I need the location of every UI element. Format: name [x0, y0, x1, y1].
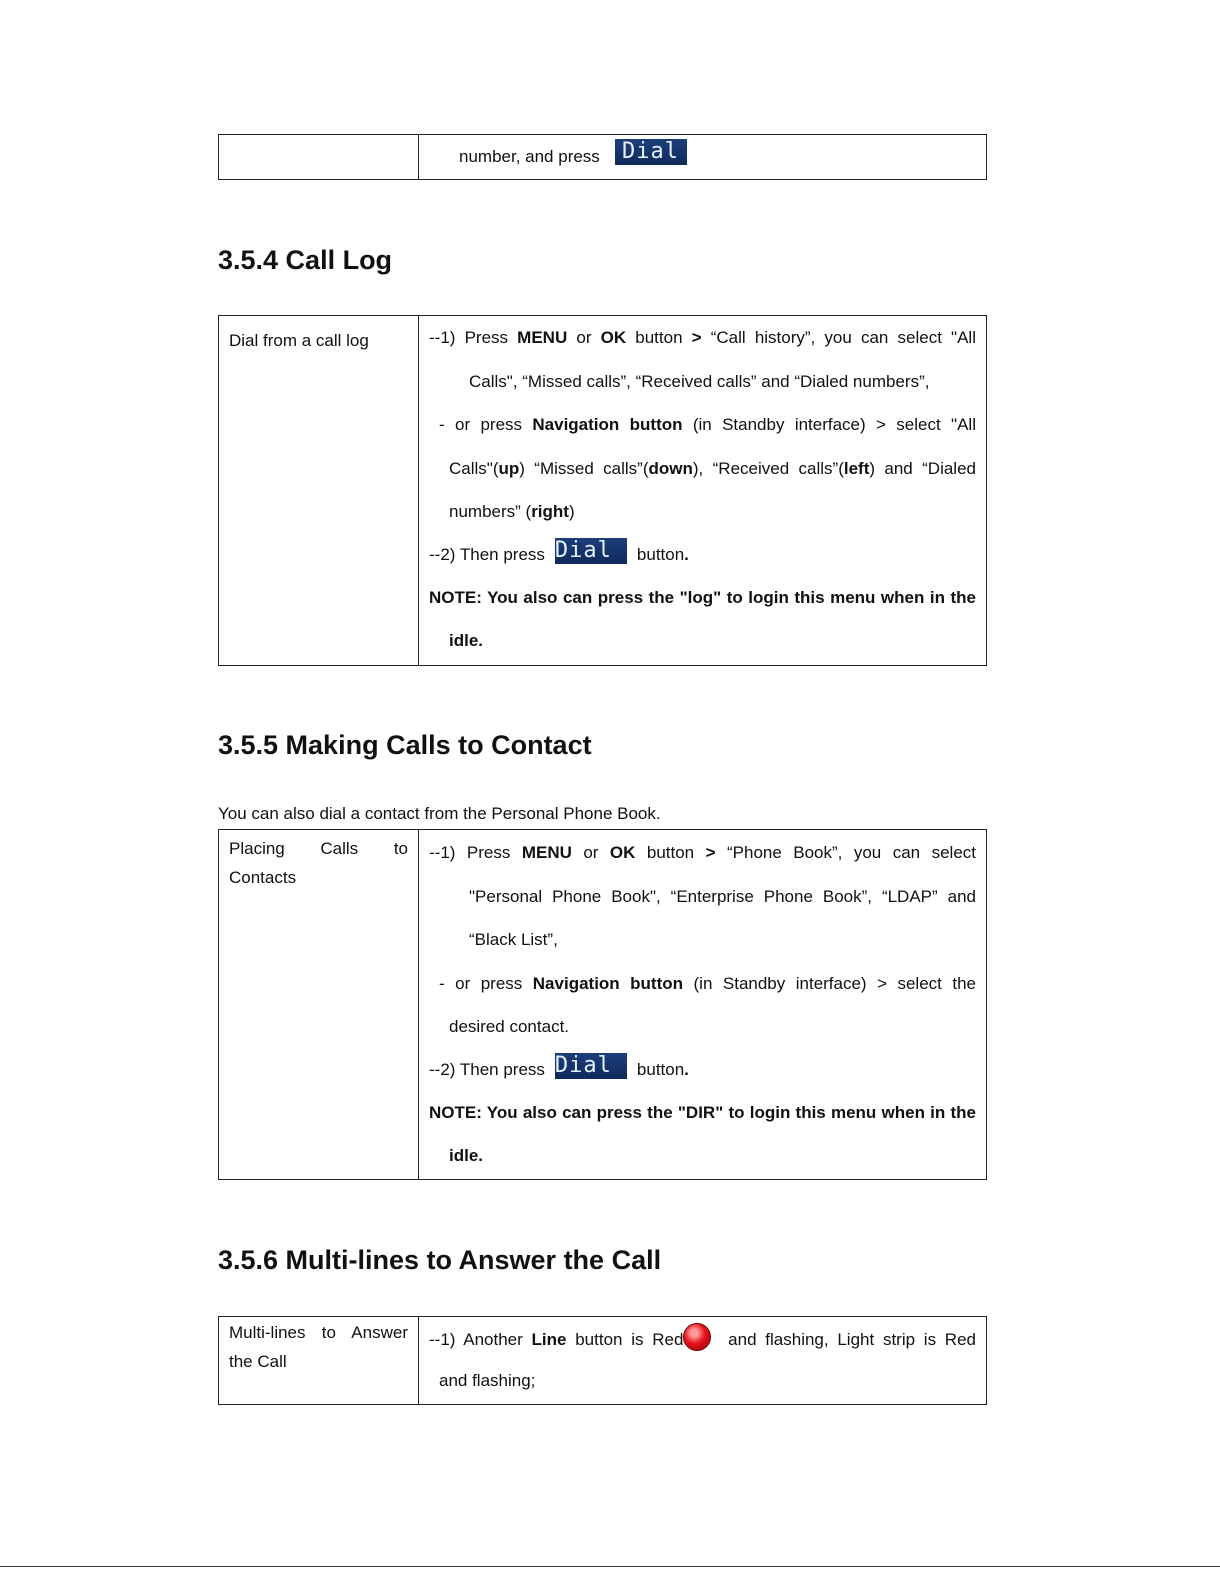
- contact-note-line1: NOTE: You also can press the "DIR" to login this menu when in the: [429, 1102, 976, 1122]
- multi-lines-label: Multi-lines to Answer the Call: [219, 1317, 419, 1404]
- dial-button-icon: Dial: [555, 1053, 627, 1079]
- heading-multi-lines: 3.5.6 Multi-lines to Answer the Call: [218, 1245, 662, 1275]
- contact-note-line2: idle.: [449, 1146, 484, 1165]
- dial-button-icon: Dial: [555, 538, 627, 564]
- call-log-nav-line3: numbers” (right): [449, 502, 575, 521]
- call-log-note-line1: NOTE: You also can press the "log" to login this menu when in the: [429, 587, 976, 607]
- contact-table: [218, 829, 987, 1180]
- contact-step1-line1: --1) Press MENU or OK button > “Phone Book”, you can select: [429, 843, 976, 862]
- contact-intro-text: You can also dial a contact from the Personal Phone Book.: [218, 804, 661, 823]
- call-log-table: [218, 315, 987, 666]
- contact-nav-line2: desired contact.: [449, 1017, 570, 1036]
- call-log-steps: [419, 316, 986, 665]
- multi-lines-step1-line2: and flashing;: [439, 1371, 536, 1390]
- contact-steps: [419, 830, 986, 1179]
- page-bottom-rule: [0, 1566, 1220, 1567]
- contact-nav-line1: - or press Navigation button (in Standby interface) > select the: [439, 973, 976, 993]
- call-log-step2: --2) Then press Dial button.: [429, 538, 689, 564]
- multi-lines-steps: [419, 1317, 986, 1404]
- call-log-nav-line2: Calls"(up) “Missed calls”(down), “Received calls”(left) and “Dialed: [449, 458, 976, 478]
- contact-label: Placing Calls to Contacts: [219, 830, 419, 1179]
- contact-step2: --2) Then press Dial button.: [429, 1053, 689, 1079]
- call-log-note-line2: idle.: [449, 631, 484, 650]
- call-log-label: Dial from a call log: [219, 316, 419, 665]
- contact-step1-line3: “Black List”,: [469, 930, 558, 949]
- call-log-nav-line1: - or press Navigation button (in Standby interface) > select "All: [439, 415, 976, 434]
- top-table: [218, 134, 987, 180]
- heading-making-calls-to-contact: 3.5.5 Making Calls to Contact: [218, 730, 592, 760]
- call-log-step1-line1: --1) Press MENU or OK button > “Call history”, you can select "All: [429, 328, 976, 347]
- call-log-step1-line2: Calls", “Missed calls”, “Received calls” and “Dialed numbers”,: [469, 371, 930, 391]
- dial-button-icon: Dial: [615, 139, 687, 165]
- heading-call-log: 3.5.4 Call Log: [218, 245, 393, 275]
- top-table-right-cell: [419, 135, 986, 179]
- multi-lines-step1-line1: --1) Another Line button is Red and flashing, Light strip is Red: [429, 1317, 976, 1361]
- contact-step1-line2: "Personal Phone Book", “Enterprise Phone Book”, “LDAP” and: [469, 886, 976, 906]
- red-line-button-icon: [683, 1323, 711, 1351]
- top-table-left-cell: [219, 135, 419, 179]
- top-table-text: number, and press: [459, 147, 600, 166]
- multi-lines-table: [218, 1316, 987, 1405]
